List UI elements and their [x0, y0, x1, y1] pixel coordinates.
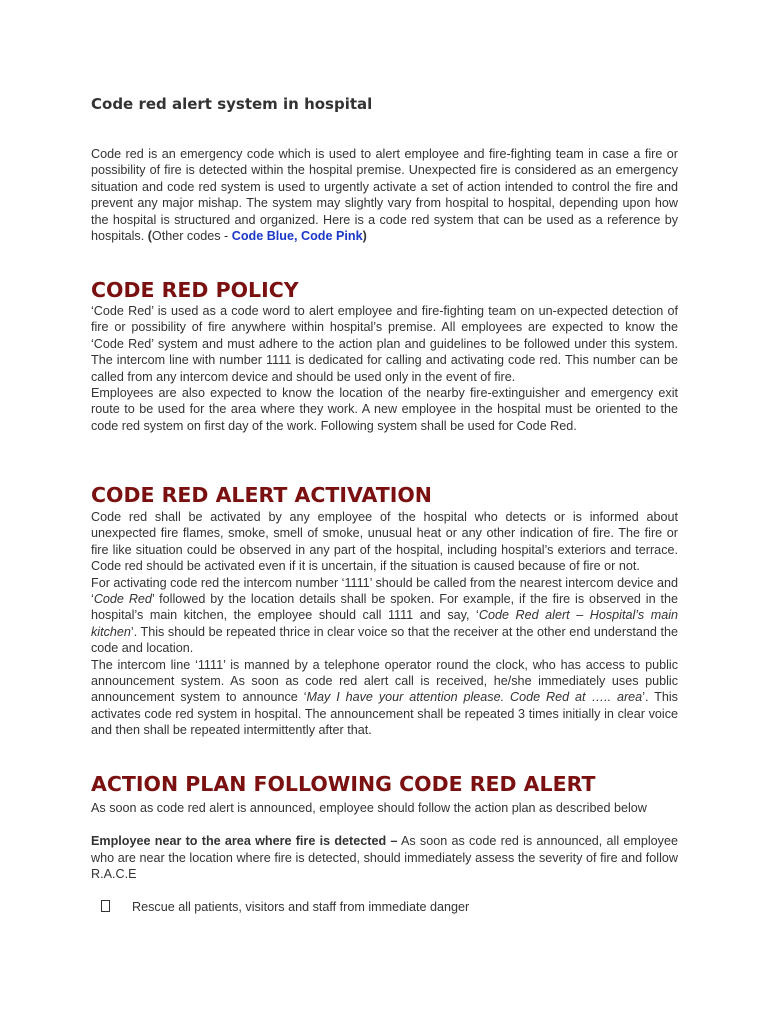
activation-paragraph-1: Code red shall be activated by any employee of the hospital who detects or is informed about unexpected fire flames, smoke, smell of smoke, unusual heat or any other indication of fire. The fire or fire like situation could be observed in any part of the hospital, including hospital’s exteriors and terrace. Code red should be activated even if it is uncertain, if the situation is caused because of fire or not. [91, 510, 678, 574]
action-plan-subheading: Employee near to the area where fire is detected – [91, 834, 398, 849]
action-plan-subtext: As soon as code red is announced, all employee who are near the location where fire is detected, should immediately assess the severity of fire and follow R.A.C.E [91, 834, 678, 882]
activation-p2-text-c: ’. This should be repeated thrice in clear voice so that the receiver at the other end understand the code and location. [91, 624, 678, 656]
policy-paragraph-1: ‘Code Red’ is used as a code word to alert employee and fire-fighting team on un-expected detection of fire or possibility of fire anywhere within hospital’s premise. All employees are expected to know the ‘Code Red’ system and must adhere to the action plan and guidelines to be followed under this system. The intercom line with number 1111 is dedicated for calling and activating code red. This number can be called from any intercom device and should be used only in the event of fire. [91, 304, 678, 384]
activation-p3-italic: May I have your attention please. Code Red at ….. area [306, 690, 643, 705]
activation-paragraph-2 [91, 575, 678, 657]
heading-code-red-policy: CODE RED POLICY [91, 278, 299, 302]
activation-p2-text-a: For activating code red the intercom number ‘1111’ should be called from the nearest intercom device and ‘ [91, 575, 678, 607]
policy-paragraph-2: Employees are also expected to know the location of the nearby fire-extinguisher and emergency exit route to be used for the area where they work. A new employee in the hospital must be oriented to the code red system on first day of the work. Following system shall be used for Code Red. [91, 386, 678, 433]
link-separator: , [294, 229, 301, 244]
action-plan-intro: As soon as code red alert is announced, employee should follow the action plan as described below [91, 801, 647, 815]
list-item [101, 899, 469, 915]
activation-section [91, 509, 678, 739]
code-pink-link[interactable]: Code Pink [301, 229, 363, 244]
other-codes-open: ( [147, 229, 152, 244]
action-plan-subsection [91, 833, 678, 882]
other-codes-label: Other codes - [151, 229, 232, 244]
heading-action-plan: ACTION PLAN FOLLOWING CODE RED ALERT [91, 772, 596, 796]
policy-section [91, 303, 678, 434]
code-blue-link[interactable]: Code Blue [231, 229, 294, 244]
activation-p2-text-b: ’ followed by the location details shall be spoken. For example, if the fire is observed in the hospital’s main kitchen, the employee should call 1111 and say, ‘ [91, 592, 678, 623]
activation-p3-text-a: The intercom line ‘1111’ is manned by a telephone operator round the clock, who has access to public announcement system. As soon as code red alert call is received, he/she immediately uses public announcement system to announce ‘ [91, 657, 678, 705]
activation-p3-text-b: ’. This activates code red system in hospital. The announcement shall be repeated 3 times initially in clear voice and then shall be repeated intermittently after that. [91, 690, 678, 738]
activation-p2-italic-b: Code Red alert – Hospital’s main kitchen [91, 608, 678, 639]
intro-paragraph [91, 146, 678, 244]
heading-code-red-alert-activation: CODE RED ALERT ACTIVATION [91, 483, 432, 507]
activation-paragraph-3 [91, 657, 678, 739]
bullet-box-icon [101, 900, 110, 912]
document-title: Code red alert system in hospital [91, 95, 373, 113]
bullet-text: Rescue all patients, visitors and staff from immediate danger [132, 900, 470, 914]
intro-text: Code red is an emergency code which is used to alert employee and fire-fighting team in case a fire or possibility of fire is detected within the hospital premise. Unexpected fire is considered as an emergency situation and code red system is used to urgently activate a set of action intended to control the fire and prevent any major mishap. The system may slightly vary from hospital to hospital, depending upon how the hospital is structured and organized. Here is a code red system that can be used as a reference by hospitals. [91, 147, 678, 244]
activation-p2-italic-a: Code Red [93, 592, 152, 607]
other-codes-close: ) [362, 229, 367, 244]
action-plan-section [91, 800, 678, 883]
